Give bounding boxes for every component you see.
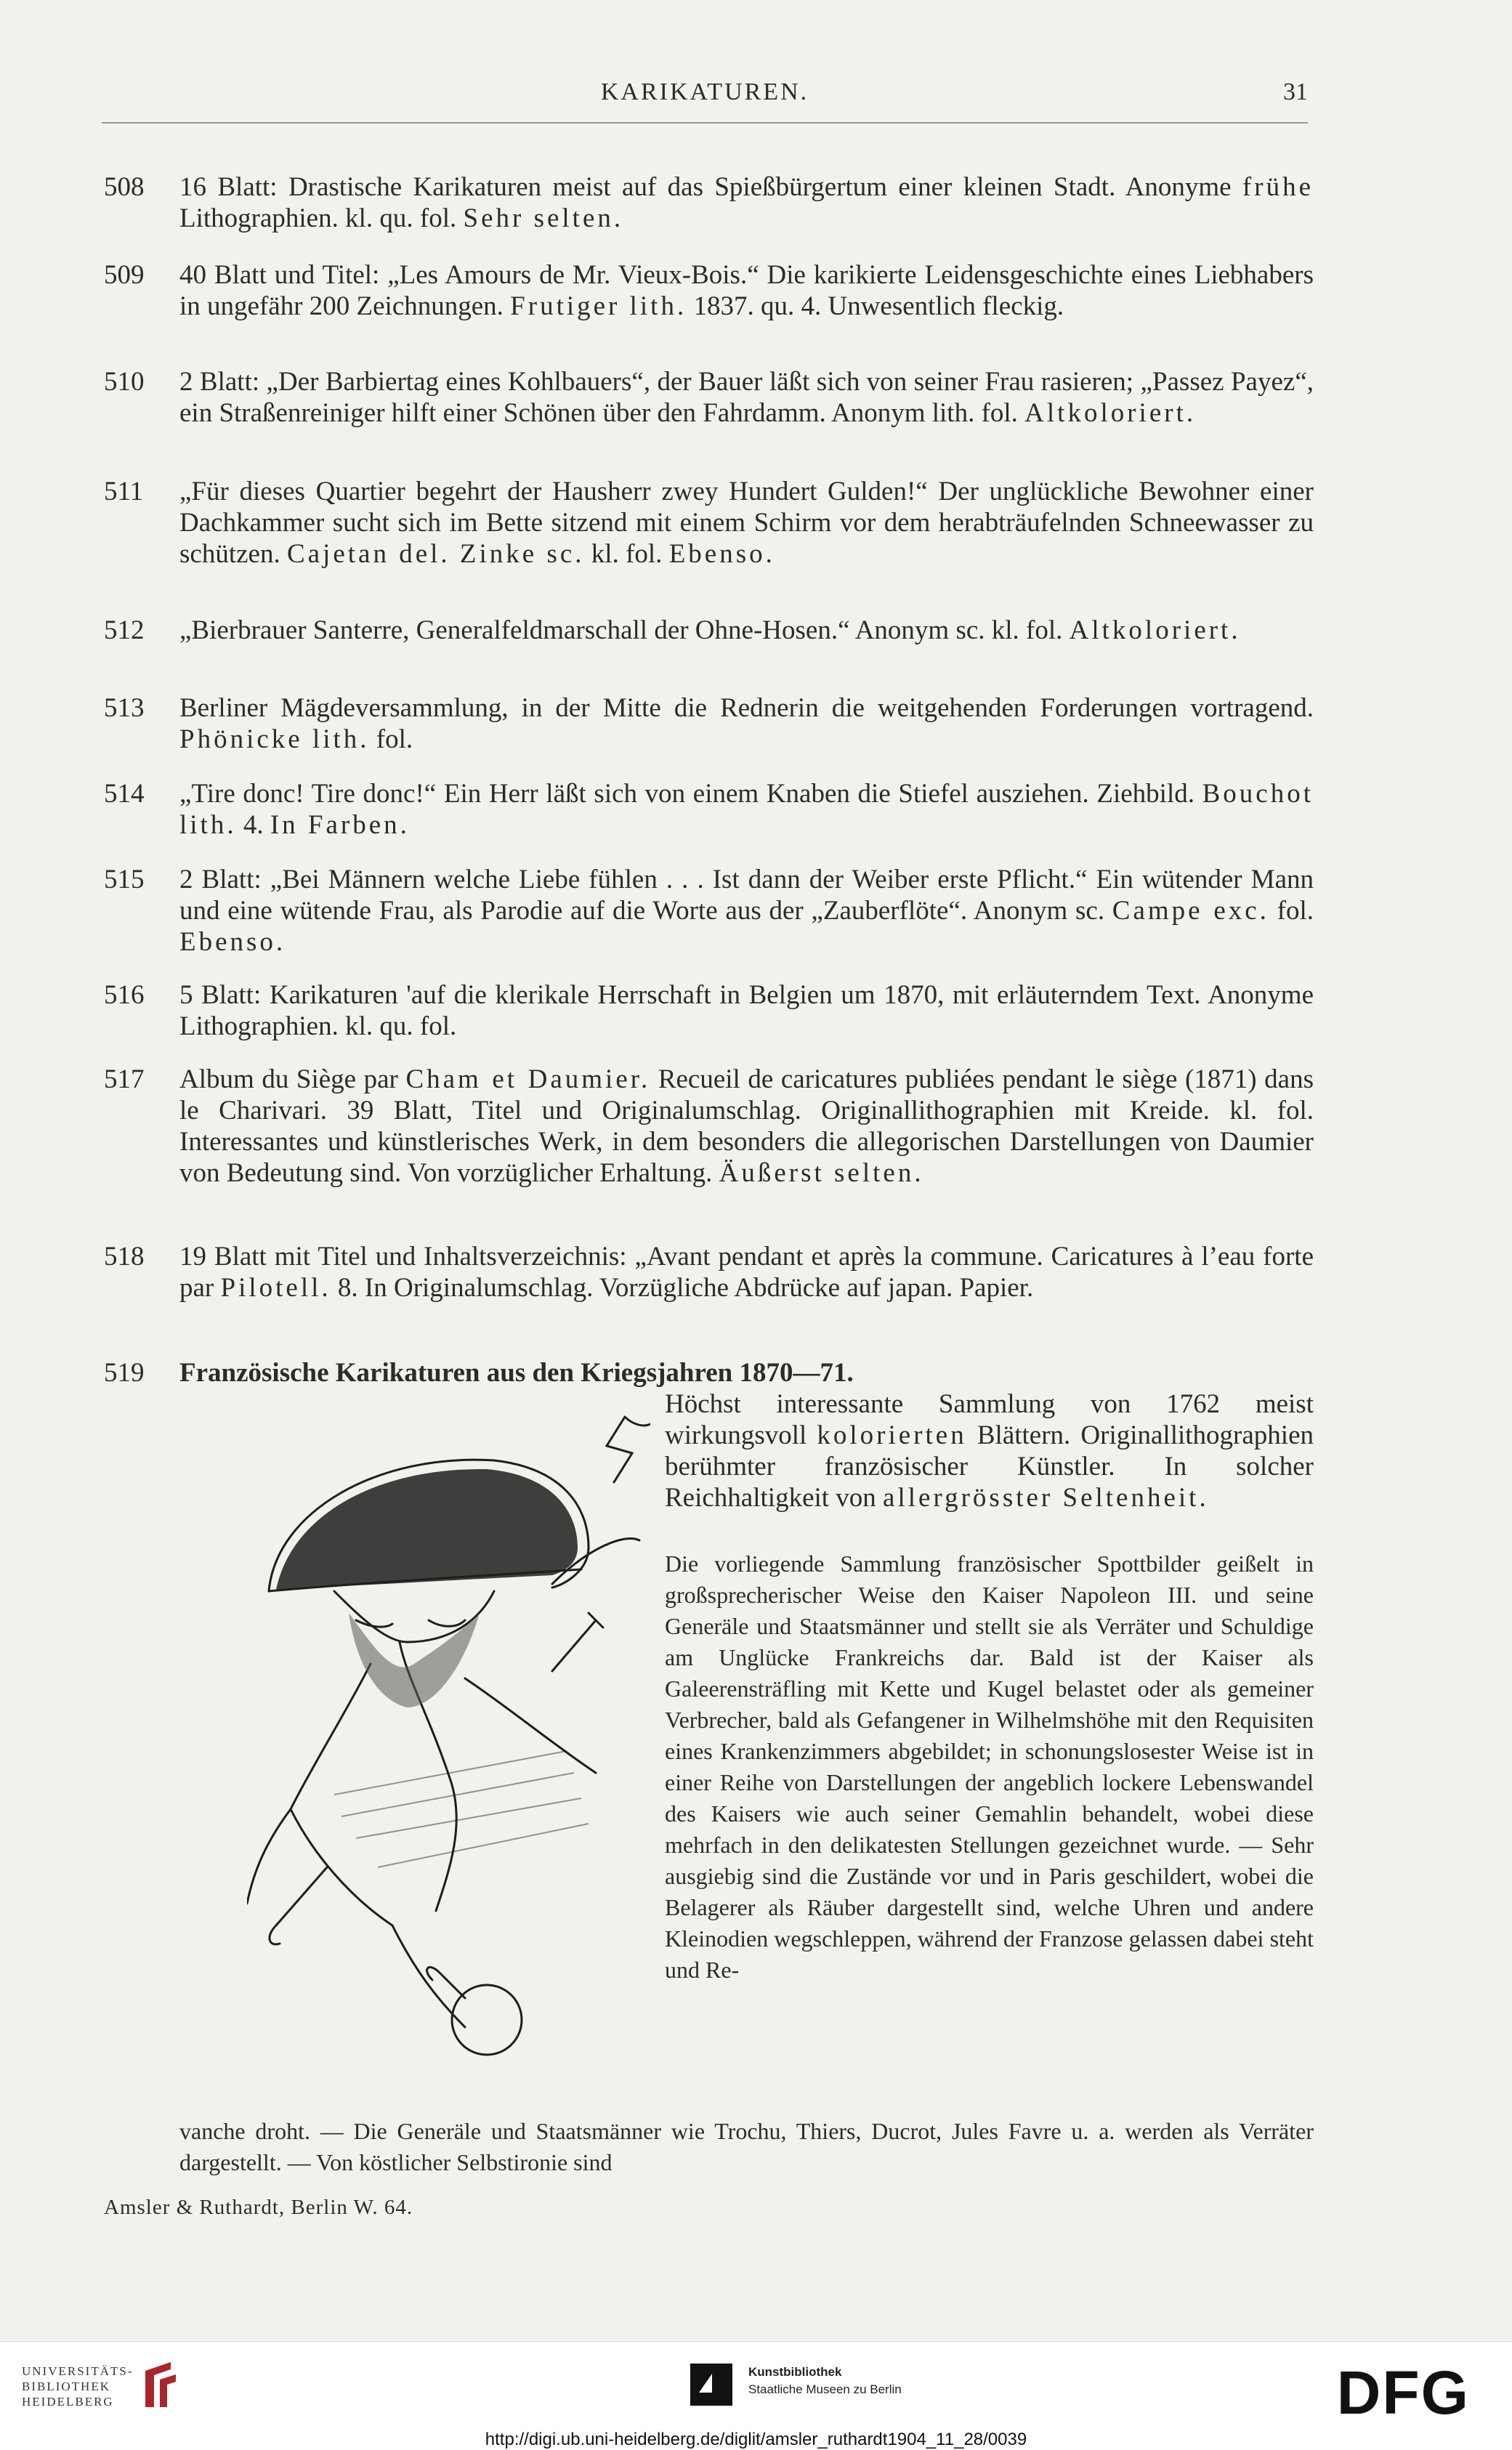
entry-number: 508 — [104, 172, 145, 202]
entry-number: 515 — [104, 865, 145, 894]
entry-text: „Bierbrauer Santerre, Generalfeldmarschall der Ohne-Hosen.“ Anonym sc. kl. fol. Altkoloriert. — [179, 615, 1241, 645]
catalog-entry-517 — [104, 1064, 1314, 1189]
permalink-url[interactable]: http://digi.ub.uni-heidelberg.de/diglit/amsler_ruthardt1904_11_28/0039 — [0, 2430, 1512, 2450]
entry-text: „Für dieses Quartier begehrt der Hausherr zwey Hundert Gulden!“ Der unglückliche Bewohner einer Dachkammer sucht sich im Bette sitzend mit einem Schirm vor dem herabträufelnden Schneewasser zu schützen. Cajetan del. Zinke sc. kl. fol. Ebenso. — [179, 477, 1314, 569]
catalog-entry-515 — [104, 864, 1314, 958]
entry-text: „Tire donc! Tire donc!“ Ein Herr läßt sich von einem Knaben die Stiefel ausziehen. Ziehbild. Bouchot lith. 4. In Farben. — [179, 779, 1314, 840]
catalog-entry-518 — [104, 1241, 1314, 1303]
entry-number: 518 — [104, 1242, 145, 1272]
page-number: 31 — [1283, 78, 1308, 105]
entry-text: 2 Blatt: „Der Barbiertag eines Kohlbauers“, der Bauer läßt sich von seiner Frau rasieren; „Passez Payez“, ein Straßenreiniger hilft einer Schönen über den Fahrdamm. Anonym lith. fol. Altkoloriert. — [179, 367, 1314, 428]
dfg-logo[interactable]: DFG — [1336, 2358, 1470, 2427]
catalog-entry-516 — [104, 979, 1314, 1042]
kunstbibliothek-title: Kunstbibliothek — [748, 2365, 842, 2379]
entry-number: 514 — [104, 779, 145, 809]
entry-text: 16 Blatt: Drastische Karikaturen meist auf das Spießbürgertum einer kleinen Stadt. Anonyme frühe Lithographien. kl. qu. fol. Sehr selten. — [179, 172, 1314, 233]
entry-text: 5 Blatt: Karikaturen 'auf die klerikale Herrschaft in Belgien um 1870, mit erläuterndem Text. Anonyme Lithographien. kl. qu. fol. — [179, 980, 1314, 1041]
publisher-imprint: Amsler & Ruthardt, Berlin W. 64. — [104, 2196, 413, 2219]
entry-text: Berliner Mägdeversammlung, in der Mitte die Rednerin die weitgehenden Forderungen vortragend. Phönicke lith. fol. — [179, 693, 1314, 754]
ub-heidelberg-wordmark[interactable]: UNIVERSITÄTS- BIBLIOTHEK HEIDELBERG — [22, 2364, 134, 2409]
catalog-entry-514 — [104, 778, 1314, 841]
entry-number: 519 — [104, 1358, 145, 1388]
running-title: KARIKATUREN. — [600, 78, 809, 105]
entry-text: 40 Blatt und Titel: „Les Amours de Mr. Vieux-Bois.“ Die karikierte Leidensgeschichte eines Liebhabers in ungefähr 200 Zeichnungen. Frutiger lith. 1837. qu. 4. Unwesentlich fleckig. — [179, 260, 1314, 321]
catalog-entry-512 — [104, 615, 1314, 646]
catalog-entry-508 — [104, 171, 1314, 234]
entry-text: 2 Blatt: „Bei Männern welche Liebe fühlen . . . Ist dann der Weiber erste Pflicht.“ Ein wütender Mann und eine wütende Frau, als Parodie auf die Worte aus der „Zauberflöte“. Anonym sc. Campe exc. fol. Ebenso. — [179, 865, 1314, 957]
catalog-entry-510 — [104, 366, 1314, 429]
entry-intro: Höchst interessante Sammlung von 1762 meist wirkungsvoll kolorierten Blättern. Originallithographien berühmter französischer Künstler. In solcher Reichhaltigkeit von allergrösster Seltenheit. — [665, 1389, 1314, 1513]
ub-heidelberg-logo-icon[interactable] — [138, 2356, 182, 2414]
entry-number: 512 — [104, 615, 145, 645]
entry-number: 511 — [104, 477, 144, 506]
entry-number: 513 — [104, 693, 145, 723]
running-header — [102, 78, 1308, 124]
catalog-entry-513 — [104, 692, 1314, 755]
viewer-footer-bar — [0, 2341, 1512, 2430]
entry-text: 19 Blatt mit Titel und Inhaltsverzeichnis: „Avant pendant et après la commune. Caricatures à l’eau forte par Pilotell. 8. In Originalumschlag. Vorzügliche Abdrücke auf japan. Papier. — [179, 1242, 1314, 1303]
entry-number: 517 — [104, 1064, 145, 1094]
kunstbibliothek-mark-icon — [690, 2364, 732, 2406]
entry-description: Die vorliegende Sammlung französischer Spottbilder geißelt in großsprecherischer Weise den Kaiser Napoleon III. und seine Generäle und Staatsmänner und stellt sie als Verräter und Schuldige am Unglücke Frankreichs dar. Bald ist der Kaiser als Galeerensträfling mit Kette und Kugel belastet oder als gemeiner Verbrecher, bald als Gefangener in Wilhelmshöhe mit den Requisiten eines Krankenzimmers abgebildet; in schonungslosester Weise ist in einer Reihe von Darstellungen der angeblich lockere Lebenswandel des Kaisers wie auch seiner Gemahlin behandelt, wobei diese mehrfach in den delikatesten Stellungen gezeichnet wurde. — Sehr ausgiebig sind die Zustände vor und in Paris geschildert, wobei die Belagerer als Räuber dargestellt sind, welche Uhren und andere Kleinodien wegschleppen, während der Franzose gelassen dabei steht und Re- — [665, 1551, 1314, 1983]
entry-heading: Französische Karikaturen aus den Kriegsjahren 1870—71. — [179, 1358, 854, 1388]
caricature-illustration — [247, 1402, 650, 2100]
catalog-entry-511 — [104, 476, 1314, 570]
entry-number: 510 — [104, 367, 145, 397]
entry-description-continued: vanche droht. — Die Generäle und Staatsmänner wie Trochu, Thiers, Ducrot, Jules Favre u. a. werden als Verräter dargestellt. — Von köstlicher Selbstironie sind — [179, 2118, 1314, 2175]
kunstbibliothek-subtitle: Staatliche Museen zu Berlin — [748, 2382, 902, 2396]
catalog-entry-509 — [104, 259, 1314, 322]
entry-number: 509 — [104, 260, 145, 290]
entry-text: Album du Siège par Cham et Daumier. Recueil de caricatures publiées pendant le siège (1871) dans le Charivari. 39 Blatt, Titel und Originalumschlag. Originallithographien mit Kreide. kl. fol. Interessantes und künstlerisches Werk, in dem besonders die allegorischen Darstellungen von Daumier von Bedeutung sind. Von vorzüglicher Erhaltung. Äußerst selten. — [179, 1064, 1314, 1188]
entry-number: 516 — [104, 980, 145, 1010]
